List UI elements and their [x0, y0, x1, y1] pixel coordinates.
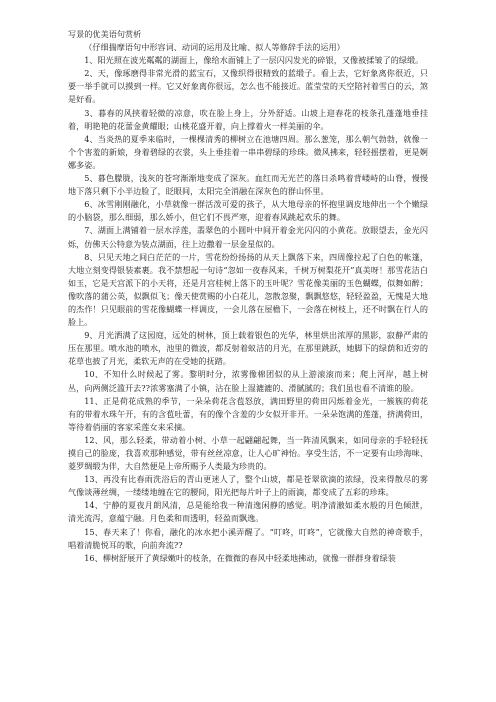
paragraph-7: 7、湖面上满铺着一层水浮莲，翡翠色的小圆叶中间开着金光闪闪的小黄花。放眼望去，金光闪烁，仿佛天公特意为装点湖面，往上边撒着一层金星似的。 [68, 225, 428, 249]
paragraph-4: 4、当炎热的夏季来临时，一棵棵清秀的柳树立在池塘四周。那么葱笼，那么朝气勃勃，就像一个个害羞的新娘，身着碧绿的衣裳，头上垂挂着一串串碧绿的珍珠。微风拂来，轻轻摇摆着，更是婀娜多姿。 [68, 133, 428, 170]
paragraph-11: 11、正是荷花成熟的季节，一朵朵荷花含苞怒放，满田野里的荷田闪烁着金光，一簇簇的荷花有的带着水珠午开，有的含苞吐蕾，有的像个含羞的少女似开非开。一朵朵饱满的莲蓬，挤满荷田，等待着俏丽的客家采莲女来采摘。 [68, 395, 428, 432]
paragraph-15: 15、春天来了！你看，融化的冰水把小溪弄醒了。“叮咚，叮咚”，它就像大自然的神奇歌手，唱着清脆悦耳的歌，向前奔流?? [68, 526, 428, 550]
paragraph-5: 5、暮色朦胧，浅灰的苍穹渐渐地变成了深灰。血红而无光芒的落日杀鸣着背嵝峙的山脊，慢慢地下落只剩下小半边脸了，眨眼间，太阳完全消融在深灰色的群山怀里。 [68, 173, 428, 197]
document-subtitle: （仔细揣摩语句中形容词、动词的运用及比喻、拟人等修辞手法的运用） [84, 42, 345, 53]
paragraph-13: 13、再没有比春雨洗浴后的青山更迷人了，整个山坡，都是苍翠欲滴的浓绿，没来得散尽的雾气像谈薄丝绸，一缕缕地缠在它的腰间，阳光把每片叶子上的雨滴，都变成了五彩的珍珠。 [68, 474, 428, 498]
paragraph-9: 9、月光洒满了这园庭，远处的树林，顶上载着银色的光华，林里烘出浓厚的黑影，寂静严肃的压在那里。喷水池的喷水，池里的微波，都反射着蚁洁的月光，在那里跳跃，她脚下的绿荫和近旁的花草也披了月光，柔软无声的在受她的抚踏。 [68, 330, 428, 367]
paragraph-10: 10、不知什么时候起了雾。黎明时分，浓雾像棉团似的从上游滚滚而来；爬上河岸，越上树丛，向两侧泛滥开去??浓雾塞满了小镇，沾在脸上湿漉漉的、滑腻腻的；我们虽也看不清谁的脸。 [68, 369, 428, 393]
paragraph-1: 1、阳光照在波光粼粼的湖面上，像给水面铺上了一层闪闪发光的碎银，又像被揉皱了的绿缎。 [84, 55, 424, 66]
paragraph-3: 3、暮春的风挟着轻微的凉意，吹在脸上身上，分外舒适。山坡上迎春花的枝条孔蓬蓬地垂挂着，明艳艳的花蕾金黄耀眼；山桃花盛开着，向上撑着火一样美丽的伞。 [68, 107, 428, 131]
paragraph-8: 8、只见天地之间白茫茫的一片，雪花纷纷扬扬的从天上飘落下来，四周像拉起了白色的帐篷，大地立刻变得银装素裹。我不禁想起一句诗“忽如一夜春风来，千树万树梨花开”真美呀！那雪花洁白如玉，它是天宫派下的小天将，还是月宫桂树上落下的玉叶呢？雪花像美丽的玉色蝴蝶，似舞如醉；像吹落的蒲公英，似飘似飞；像天使赏赐的小白花儿，忽散忽聚，飘飘悠悠，轻轻盈盈，无愧是大地的杰作！只见眼前的雪花像蝴蝶一样调皮，一会儿落在屋檐下，一会落在树枝上，还不时飘在行人的脸上。 [68, 251, 428, 328]
paragraph-6: 6、冰雪刚刚融化，小草就像一群活泼可爱的孩子，从大地母亲的怀抱里调皮地伸出一个个嫩绿的小脑袋，那么细弱，那么娇小，但它们不畏严寒，迎着春风跳起欢乐的舞。 [68, 199, 428, 223]
paragraph-16: 16、柳树舒展开了黄绿嫩叶的枝条，在微微的春风中轻柔地拂动，就像一群群身着绿装 [84, 552, 396, 563]
document-title: 写景的优美语句赏析 [68, 29, 142, 39]
paragraph-2: 2、天，像琢磨得非常光滑的蓝宝石，又像织得很精致的蓝缎子。看上去，它好象离你很近，只要一举手就可以摸到一样。它又好象离你很远，怎么也不能接近。蓝莹莹的天空陪衬着雪白的云，煞是好看。 [68, 68, 428, 105]
paragraph-12: 12、风，那么轻柔，带动着小树、小草一起翩翩起舞，当一阵清风飘来，如同母亲的手轻轻抚摸自己的脸庞，我喜欢那种感觉，带有丝丝凉意，让人心旷神怡。享受生活，不一定要有山珍海味、菱罗绸缎为伴，大自然便是上帝所赐予人类最为珍贵的。 [68, 434, 428, 472]
paragraph-14: 14、宁静的夏夜月朗风清，总是能给我一种清逸闲静的感觉。明净清澈如柔水般的月色倾泄，清光流泻，意蕴宁融。月色柔和而透明，轻盈而飘逸。 [68, 500, 428, 524]
